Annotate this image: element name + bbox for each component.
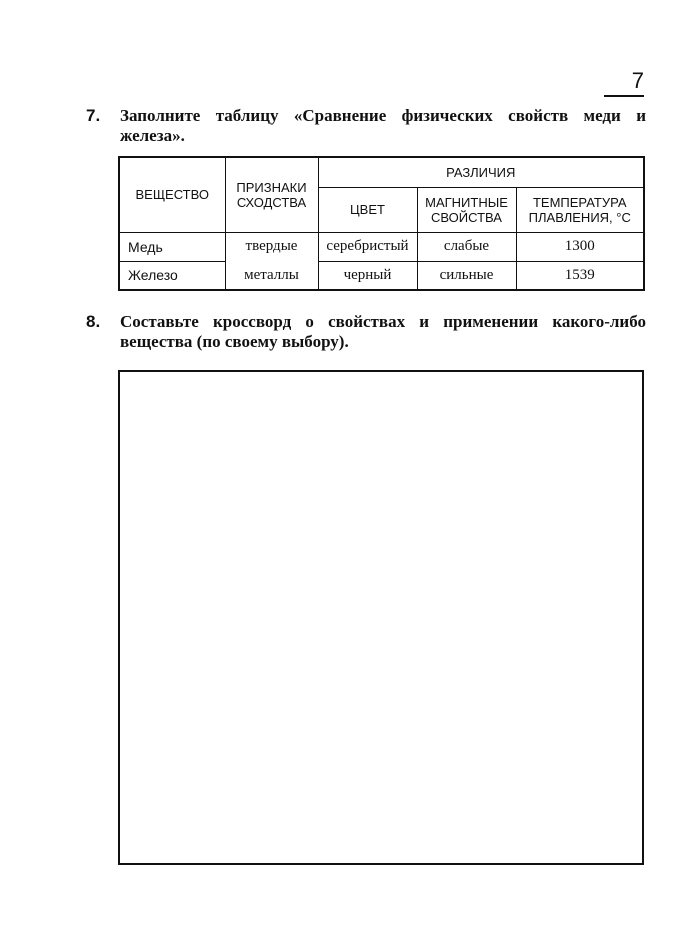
header-melting: ТЕМПЕРАТУРА ПЛАВЛЕНИЯ, °С — [516, 187, 644, 232]
task-7-text: Заполните таблицу «Сравнение физических свойств меди и железа». — [120, 106, 646, 145]
table-row — [119, 261, 644, 290]
substance-cell: Железо — [119, 261, 225, 290]
task-7 — [86, 106, 646, 146]
header-color: ЦВЕТ — [318, 187, 417, 232]
melting-cell: 1539 — [516, 261, 644, 290]
header-differences: РАЗЛИЧИЯ — [318, 157, 644, 187]
color-cell: серебристый — [318, 232, 417, 261]
similarity-cell: твердые — [225, 232, 318, 261]
crossword-answer-box — [118, 370, 644, 865]
page-number: 7 — [631, 68, 644, 93]
substance-cell: Медь — [119, 232, 225, 261]
task-8-text: Составьте кроссворд о свойствах и применении какого-либо вещества (по своему выбору). — [120, 312, 646, 351]
magnetic-cell: сильные — [417, 261, 516, 290]
header-substance: ВЕЩЕСТВО — [119, 157, 225, 232]
magnetic-cell: слабые — [417, 232, 516, 261]
task-8-number: 8. — [86, 312, 101, 331]
task-8 — [86, 312, 646, 352]
comparison-table — [118, 156, 645, 291]
similarity-cell: металлы — [225, 261, 318, 290]
table-row — [119, 232, 644, 261]
melting-cell: 1300 — [516, 232, 644, 261]
color-cell: черный — [318, 261, 417, 290]
header-similarity: ПРИЗНАКИ СХОДСТВА — [225, 157, 318, 232]
header-magnetic: МАГНИТНЫЕ СВОЙСТВА — [417, 187, 516, 232]
task-7-number: 7. — [86, 106, 101, 125]
page-number-rule — [604, 95, 644, 97]
